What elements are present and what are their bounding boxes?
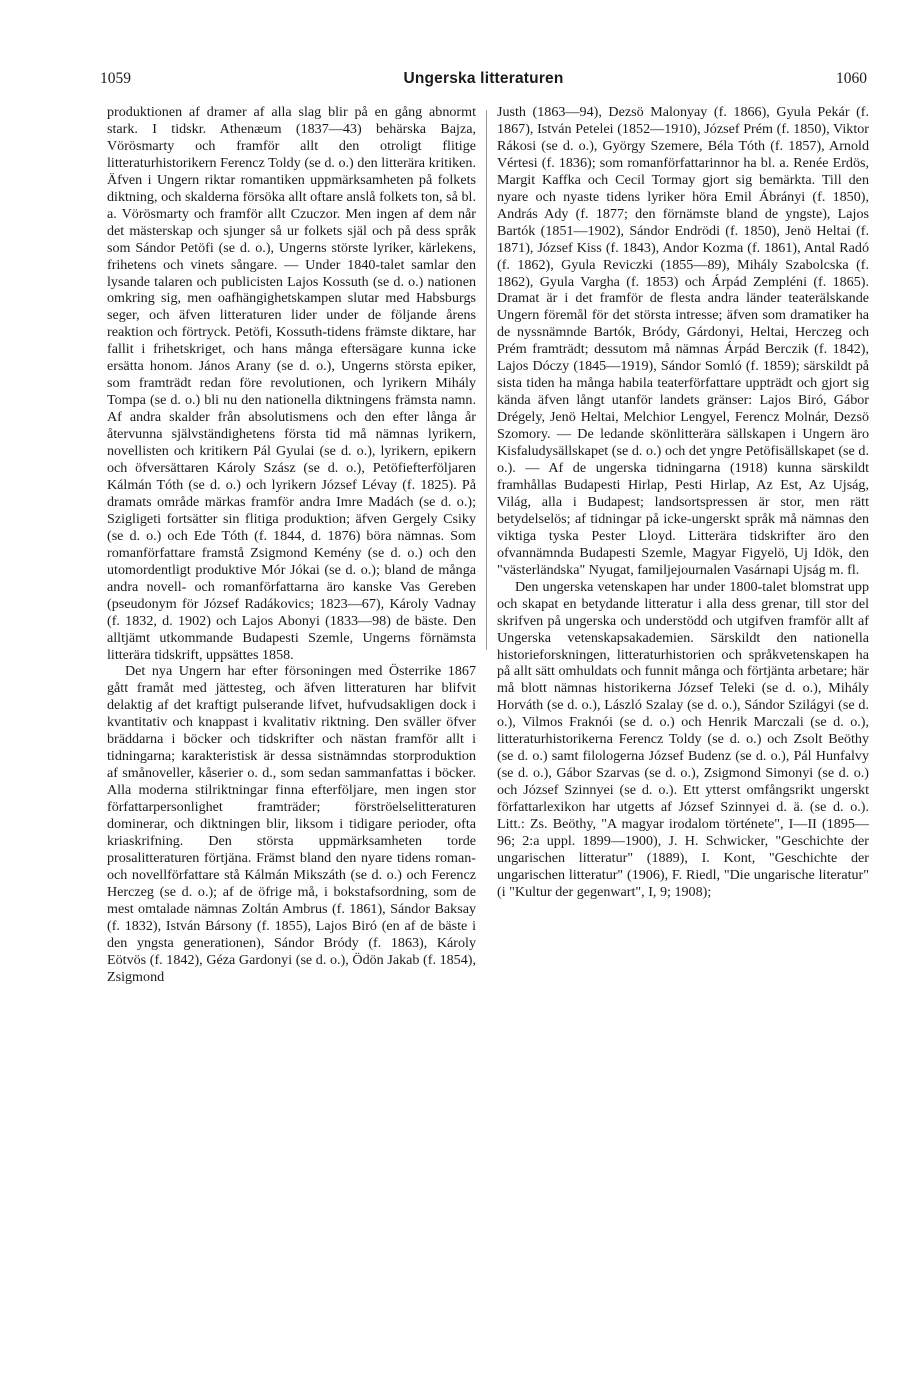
left-column	[107, 104, 476, 1374]
right-paragraph-2: Den ungerska vetenskapen har under 1800-talet blomstrat upp och skapat en betydande litteratur i alla dess grenar, till stor del skrifven på ungerska och understödd och utgifven framför allt af Ungerska vetenskapsakademien. Särskildt den nationella historieforskningen, litteraturhistorien och språkvetenskapen ha på allt sätt omhuldats och funnit många och förtjänta arbetare; här må blott nämnas historikerna József Teleki (se d. o.), Mihály Horváth (se d. o.), László Szalay (se d. o.), Sándor Szilágyi (se d. o.), Vilmos Fraknói (se d. o.) och Henrik Marczali (se d. o.), litteraturhistorikerna Ferencz Toldy (se d. o.) och Zsolt Beöthy (se d. o.) samt filologerna József Budenz (se d. o.), Pál Hunfalvy (se d. o.), Gábor Szarvas (se d. o.), Zsigmond Simonyi (se d. o.) och József Szinnyei (se d. o.). Ett ytterst omfångsrikt ungerskt författarlexikon har utgetts af József Szinnyei d. ä. (se d. o.). Litt.: Zs. Beöthy, "A magyar irodalom története", I—II (1895—96; 2:a uppl. 1899—1900), J. H. Schwicker, "Geschichte der ungarischen litteratur" (1889), I. Kont, "Geschichte der ungarischen litteratur" (1906), F. Riedl, "Die ungarische literatur" (i "Kultur der gegenwart", I, 9; 1908);	[497, 578, 869, 900]
page-number-right: 1060	[836, 70, 867, 87]
right-paragraph-1: Justh (1863—94), Dezsö Malonyay (f. 1866), Gyula Pekár (f. 1867), István Petelei (1852—1910), József Prém (f. 1850), Viktor Rákosi (se d. o.), György Szemere, Béla Tóth (f. 1857), Arnold Vértesi (f. 1836); som romanförfattarinnor ha bl. a. Renée Erdös, Margit Kaffka och Cecil Tormay gjort sig bemärkta. Till den nyare och nyaste tidens lyriker höra Emil Ábrányi (f. 1850), András Ady (f. 1877; den förnämste bland de yngste), Lajos Bartók (1851—1902), Sándor Endrödi (f. 1850), Jenö Heltai (f. 1871), József Kiss (f. 1843), Andor Kozma (f. 1861), Antal Radó (f. 1862), Gyula Reviczki (1855—89), Mihály Szabolcska (f. 1862), Gyula Vargha (f. 1853) och Árpád Zempléni (f. 1865). Dramat är i det framför de flesta andra länder teaterälskande Ungern föremål för det största intresse; äfven som dramatiker ha de nyssnämnde Bartók, Bródy, Gárdonyi, Heltai, Herczeg och Prém framträdt; dessutom må nämnas Árpád Berczik (f. 1842), Lajos Dóczy (1845—1919), Sándor Somló (f. 1859); särskildt på sista tiden ha många habila teaterförfattare uppträdt och gjort sig kända äfven långt utanför landets gränser: Lajos Biró, Gábor Drégely, Jenö Heltai, Melchior Lengyel, Ferencz Molnár, Dezsö Szomory. — De ledande skönlitterära sällskapen i Ungern äro Kisfaludysällskapet (se d. o.) och det yngre Petöfisällskapet (se d. o.). — Af de ungerska tidningarna (1918) kunna särskildt framhållas Budapesti Hirlap, Pesti Hirlap, Az Est, Az Ujság, Világ, alla i Budapest; landsortspressen är stor, men rätt betydelselös; af tidningar på icke-ungerskt språk må nämnas den viktiga tyska Pester Lloyd. Litterära tidskrifter äro den ofvannämnda Budapesti Szemle, Magyar Figyelö, Uj Idök, den "västerländska" Nyugat, familjejournalen Vasárnapi Ujság m. fl.	[497, 104, 869, 578]
running-title: Ungerska litteraturen	[403, 70, 564, 87]
page-number-left: 1059	[100, 70, 131, 87]
right-column	[497, 104, 869, 1374]
left-paragraph-2: Det nya Ungern har efter försoningen med Österrike 1867 gått framåt med jättesteg, och äfven litteraturen har blifvit delaktig af det kraftigt pulserande lifvet, hufvudsakligen dock i kvantitativ och knappast i kvalitativ riktning. Den sväller öfver bräddarna i böcker och tidskrifter och nästan framför allt i tidningarna; karakteristisk är dessa sistnämndas storproduktion af smånoveller, kåserier o. d., som sedan sammanfattas i böcker. Alla moderna stilriktningar finna efterföljare, men ingen stor författarpersonlighet framträder; förströelselitteraturen dominerar, och diktningen blir, liksom i tidigare perioder, ofta kriaskrifning. Den största uppmärksamheten torde prosalitteraturen förtjäna. Främst bland den nyare tidens roman- och novellförfattare stå Kálmán Mikszáth (se d. o.) och Ferencz Herczeg (se d. o.); af de öfrige må, i bokstafsordning, som de mest omtalade nämnas Zoltán Ambrus (f. 1861), Sándor Baksay (f. 1832), István Bársony (f. 1855), Lajos Biró (en af de bäste i den yngsta generationen), Sándor Bródy (f. 1863), Károly Eötvös (f. 1842), Géza Gardonyi (se d. o.), Ödön Jakab (f. 1854), Zsigmond	[107, 663, 476, 985]
left-paragraph-1: produktionen af dramer af alla slag blir på en gång abnormt stark. I tidskr. Athenæum (1837—43) behärska Bajza, Vörösmarty och framför allt den otroligt flitige litteraturhistorikern Ferencz Toldy (se d. o.) den litterära kritiken. Äfven i Ungern riktar romantiken uppmärksamheten på folkets diktning, och skalderna försöka allt oftare anslå folkets ton, så bl. a. Vörösmarty och framför allt Czuczor. Men ingen af dem når det mästerskap och sjunger så ur folkets själ och på dess språk som Sándor Petöfi (se d. o.), Ungerns störste lyriker, kärlekens, frihetens och vinets sångare. — Under 1840-talet samlar den lysande talaren och publicisten Lajos Kossuth (se d. o.) nationen omkring sig, men oafhängighetskampen slutar med Habsburgs seger, och äfven litteraturen lider under de följande årens reaktion och förtryck. Petöfi, Kossuth-tidens främste diktare, har fallit i frihetskriget, och hans många eftersägare kunna icke ersätta honom. János Arany (se d. o.), Ungerns största epiker, som framträdt redan före revolutionen, och lyrikern Mihály Tompa (se d. o.) bli nu den nationella diktningens främsta namn. Af andra skalder från absolutismens och den efter långa år återvunna självständighetens första tid må nämnas lyrikern, novellisten och kritikern Pál Gyulai (se d. o.), lyrikern, epikern och öfversättaren Károly Szász (se d. o.), Petöfiefterföljaren Kálmán Tóth (se d. o.) och lyrikern József Lévay (f. 1825). På dramats område märkas framför andra Imre Madách (se d. o.); Szigligeti fortsätter sin flitiga produktion; äfven Gergely Csiky (se d. o.) och Ede Tóth (f. 1844, d. 1876) böra nämnas. Som romanförfattare framstå Zsigmond Kemény (se d. o.) och den utomordentligt produktive Mór Jókai (se d. o.); bland de många andra novell- och romanförfattarna äro kanske Vas Gereben (pseudonym för József Radákovics; 1823—67), Károly Vadnay (f. 1832, d. 1902) och Lajos Abonyi (1833—98) de bäste. Den alltjämt utkommande Budapesti Szemle, Ungerns förnämsta litterära tidskrift, uppsättes 1858.	[107, 104, 476, 663]
page-header	[100, 70, 867, 92]
column-divider	[486, 110, 487, 650]
